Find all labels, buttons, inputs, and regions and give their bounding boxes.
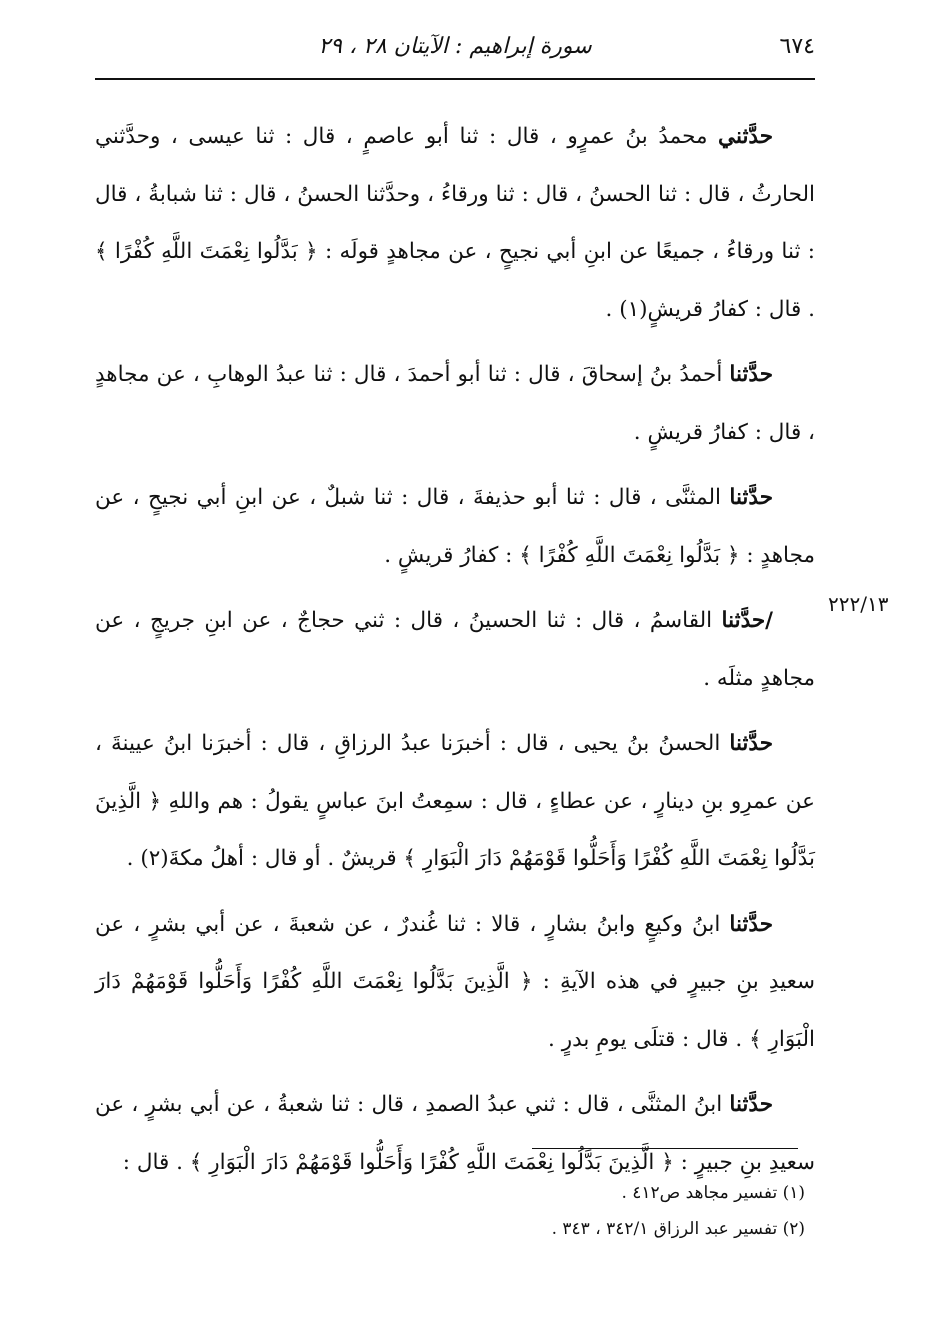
paragraph-text: محمدُ بنُ عمرٍو ، قال : ثنا أبو عاصمٍ ، قال : ثنا عيسى ، وحدَّثني الحارثُ ، قال : ثنا الحسنُ ، قال : ثنا ورقاءُ ، وحدَّثنا الحسنُ ، قال : ثنا شبابةُ ، قال : ثنا ورقاءُ ، جميعًا عن ابنِ أبي نجيحٍ ، عن مجاهدٍ قولَه : ﴿ بَدَّلُوا نِعْمَتَ اللَّهِ كُفْرًا ﴾ . قال : كفارُ قريشٍ(١) . <box>95 124 815 322</box>
running-title: سورة إبراهيم : الآيتان ٢٨ ، ٢٩ <box>318 34 592 59</box>
paragraph-lead: حدَّثنا <box>729 731 773 756</box>
paragraph-text: أحمدُ بنُ إسحاقَ ، قال : ثنا أبو أحمدَ ، قال : ثنا عبدُ الوهابِ ، عن مجاهدٍ ، قال : كفارُ قريشٍ . <box>95 362 815 445</box>
paragraph <box>95 592 815 707</box>
paragraph-text: ابنُ وكيعٍ وابنُ بشارٍ ، قالا : ثنا غُندرٌ ، عن شعبةَ ، عن أبي بشرٍ ، عن سعيدِ بنِ جبيرٍ في هذه الآيةِ : ﴿ الَّذِينَ بَدَّلُوا نِعْمَتَ اللَّهِ كُفْرًا وَأَحَلُّوا قَوْمَهُمْ دَارَ الْبَوَارِ ﴾ . قال : قتلَى يومِ بدرٍ . <box>95 911 815 1052</box>
footnote-rule <box>532 1148 798 1149</box>
paragraph <box>95 108 815 338</box>
paragraph-lead: حدَّثنا <box>729 911 773 937</box>
paragraph <box>95 715 815 888</box>
footnote: (١) تفسير مجاهد ص٤١٢ . <box>621 1183 805 1203</box>
header-rule <box>95 78 815 80</box>
paragraph <box>95 896 815 1069</box>
body-text <box>95 108 815 1199</box>
paragraph-lead: حدَّثني <box>718 124 773 149</box>
paragraph-text: القاسمُ ، قال : ثنا الحسينُ ، قال : ثني حجاجٌ ، عن ابنِ جريجٍ ، عن مجاهدٍ مثلَه . <box>95 608 815 691</box>
page-number: ٦٧٤ <box>779 34 815 59</box>
footnote: (٢) تفسير عبد الرزاق ٣٤٢/١ ، ٣٤٣ . <box>551 1219 805 1239</box>
footnotes <box>95 1175 805 1247</box>
paragraph-lead: /حدَّثنا <box>721 608 773 633</box>
paragraph-lead: حدَّثنا <box>729 485 773 510</box>
paragraph-text: الحسنُ بنُ يحيى ، قال : أخبرَنا عبدُ الرزاقِ ، قال : أخبرَنا ابنُ عيينةَ ، عن عمرِو بنِ دينارٍ ، عن عطاءٍ ، قال : سمِعتُ ابنَ عباسٍ يقولُ : هم واللهِ ﴿ الَّذِينَ بَدَّلُوا نِعْمَتَ اللَّهِ كُفْرًا وَأَحَلُّوا قَوْمَهُمْ دَارَ الْبَوَارِ ﴾ قريشٌ . أو قال : أهلُ مكةَ(٢) . <box>95 731 815 871</box>
paragraph <box>95 1076 815 1191</box>
running-header <box>95 30 815 80</box>
paragraph-lead: حدَّثنا <box>729 362 773 387</box>
margin-reference: ٢٢٢/١٣ <box>828 592 889 616</box>
paragraph-text: المثنَّى ، قال : ثنا أبو حذيفةَ ، قال : ثنا شبلٌ ، عن ابنِ أبي نجيحٍ ، عن مجاهدٍ : ﴿ بَدَّلُوا نِعْمَتَ اللَّهِ كُفْرًا ﴾ : كفارُ قريشٍ . <box>95 485 815 568</box>
paragraph-text: ابنُ المثنَّى ، قال : ثني عبدُ الصمدِ ، قال : ثنا شعبةُ ، عن أبي بشرٍ ، عن سعيدِ بنِ جبيرٍ : ﴿ الَّذِينَ بَدَّلُوا نِعْمَتَ اللَّهِ كُفْرًا وَأَحَلُّوا قَوْمَهُمْ دَارَ الْبَوَارِ ﴾ . قال : <box>95 1092 815 1175</box>
paragraph <box>95 346 815 461</box>
paragraph <box>95 469 815 584</box>
paragraph-lead: حدَّثنا <box>729 1092 773 1117</box>
